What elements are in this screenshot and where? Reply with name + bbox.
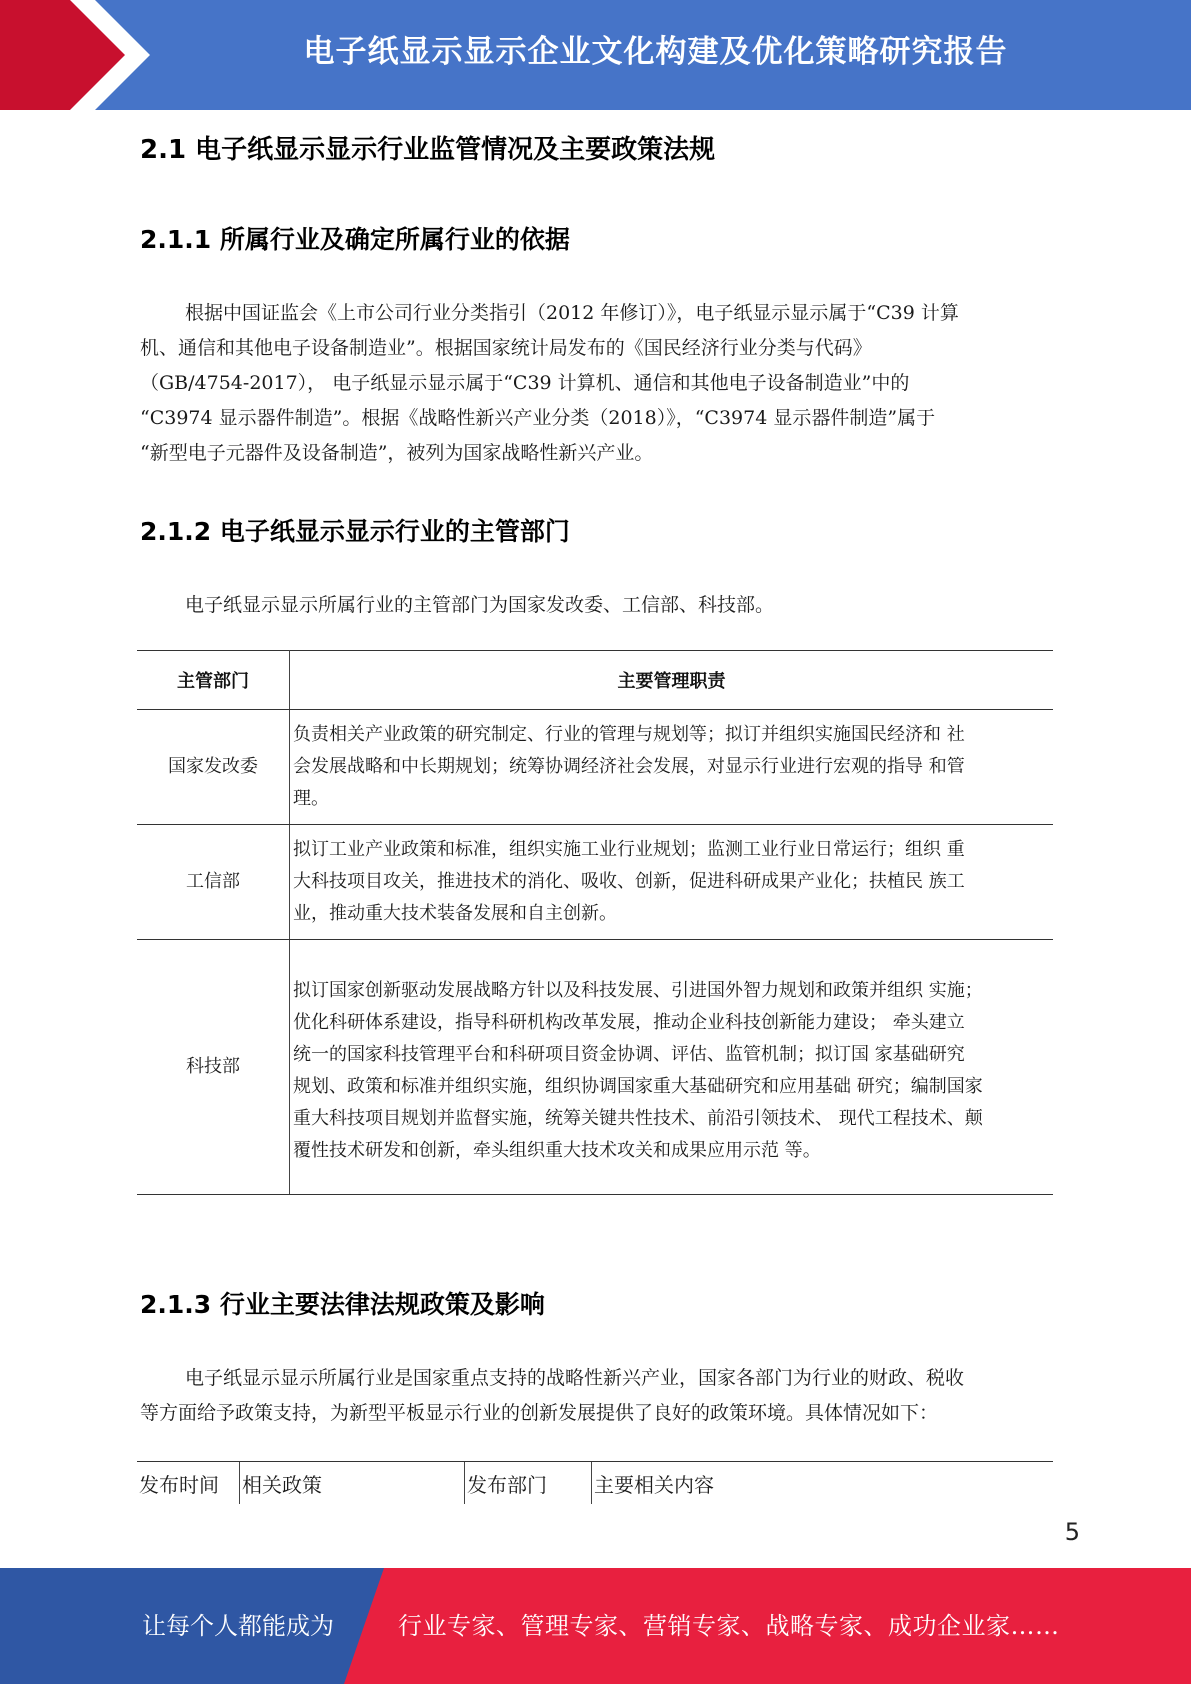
table-header-date: 发布时间 (137, 1462, 240, 1505)
duties-line: 统一的国家科技管理平台和科研项目资金协调、评估、监管机制；拟订国 家基础研究 (293, 1044, 965, 1065)
paragraph-line: 机、通信和其他电子设备制造业”。根据国家统计局发布的《国民经济行业分类与代码》 (140, 337, 872, 359)
header-banner (0, 0, 1191, 110)
dept-cell: 科技部 (137, 940, 290, 1195)
table-header-duties: 主要管理职责 (290, 651, 1054, 710)
duties-line: 会发展战略和中长期规划；统筹协调经济社会发展，对显示行业进行宏观的指导 和管 (293, 756, 965, 777)
section-heading-2-1: 2.1 电子纸显示显示行业监管情况及主要政策法规 (140, 135, 716, 165)
paragraph-line: “C3974 显示器件制造”。根据《战略性新兴产业分类（2018）》，“C3974 显示器件制造”属于 (140, 407, 936, 429)
duties-line: 大科技项目攻关，推进技术的消化、吸收、创新，促进科研成果产业化；扶植民 族工 (293, 871, 965, 892)
table-header-dept: 主管部门 (137, 651, 290, 710)
logo-arrow-icon (0, 0, 150, 110)
table-row (137, 710, 1053, 825)
policy-intro-paragraph (140, 1361, 1052, 1431)
duties-line: 拟订工业产业政策和标准，组织实施工业行业规划；监测工业行业日常运行；组织 重 (293, 839, 965, 860)
duties-line: 业，推动重大技术装备发展和自主创新。 (293, 903, 617, 924)
table-header-row (137, 1462, 1053, 1505)
duties-line: 规划、政策和标准并组织实施，组织协调国家重大基础研究和应用基础 研究；编制国家 (293, 1076, 983, 1097)
table-header-content: 主要相关内容 (592, 1462, 1054, 1505)
section-heading-2-1-3: 2.1.3 行业主要法律法规政策及影响 (140, 1290, 545, 1319)
paragraph-line: （GB/4754-2017）， 电子纸显示显示属于“C39 计算机、通信和其他电子设备制造业”中的 (140, 372, 910, 394)
table-header-row (137, 651, 1053, 710)
table-header-department: 发布部门 (465, 1462, 592, 1505)
duties-line: 重大科技项目规划并监督实施，统筹关键共性技术、前沿引领技术、 现代工程技术、颠 (293, 1108, 983, 1129)
duties-cell (290, 940, 1054, 1195)
paragraph-line: “新型电子元器件及设备制造”，被列为国家战略性新兴产业。 (140, 442, 654, 464)
section-heading-2-1-2: 2.1.2 电子纸显示显示行业的主管部门 (140, 517, 570, 546)
authorities-table (137, 650, 1053, 1195)
duties-cell (290, 710, 1054, 825)
authorities-intro: 电子纸显示显示所属行业的主管部门为国家发改委、工信部、科技部。 (185, 594, 775, 616)
duties-line: 负责相关产业政策的研究制定、行业的管理与规划等；拟订并组织实施国民经济和 社 (293, 724, 965, 745)
duties-line: 拟订国家创新驱动发展战略方针以及科技发展、引进国外智力规划和政策并组织 实施； (293, 980, 983, 1001)
duties-cell (290, 825, 1054, 940)
footer-slogan-left: 让每个人都能成为 (142, 1612, 334, 1640)
section-heading-2-1-1: 2.1.1 所属行业及确定所属行业的依据 (140, 225, 570, 254)
duties-line: 覆性技术研发和创新，牵头组织重大技术攻关和成果应用示范 等。 (293, 1140, 821, 1161)
paragraph-line: 根据中国证监会《上市公司行业分类指引（2012 年修订）》，电子纸显示显示属于“C39 计算 (185, 302, 959, 324)
duties-line: 优化科研体系建设，指导科研机构改革发展，推动企业科技创新能力建设； 牵头建立 (293, 1012, 965, 1033)
table-row (137, 825, 1053, 940)
report-title: 电子纸显示显示企业文化构建及优化策略研究报告 (303, 34, 1008, 70)
footer-slogan-right: 行业专家、管理专家、营销专家、战略专家、成功企业家…… (398, 1612, 1060, 1640)
page-number: 5 (1064, 1518, 1080, 1546)
dept-cell: 工信部 (137, 825, 290, 940)
policy-table (137, 1461, 1053, 1504)
dept-cell: 国家发改委 (137, 710, 290, 825)
footer-banner (0, 1568, 1191, 1684)
industry-basis-paragraph (140, 296, 1052, 471)
duties-line: 理。 (293, 788, 329, 809)
paragraph-line: 等方面给予政策支持，为新型平板显示行业的创新发展提供了良好的政策环境。具体情况如下： (140, 1402, 939, 1424)
table-row (137, 940, 1053, 1195)
paragraph-line: 电子纸显示显示所属行业是国家重点支持的战略性新兴产业，国家各部门为行业的财政、税收 (185, 1367, 965, 1389)
table-header-policy: 相关政策 (240, 1462, 465, 1505)
